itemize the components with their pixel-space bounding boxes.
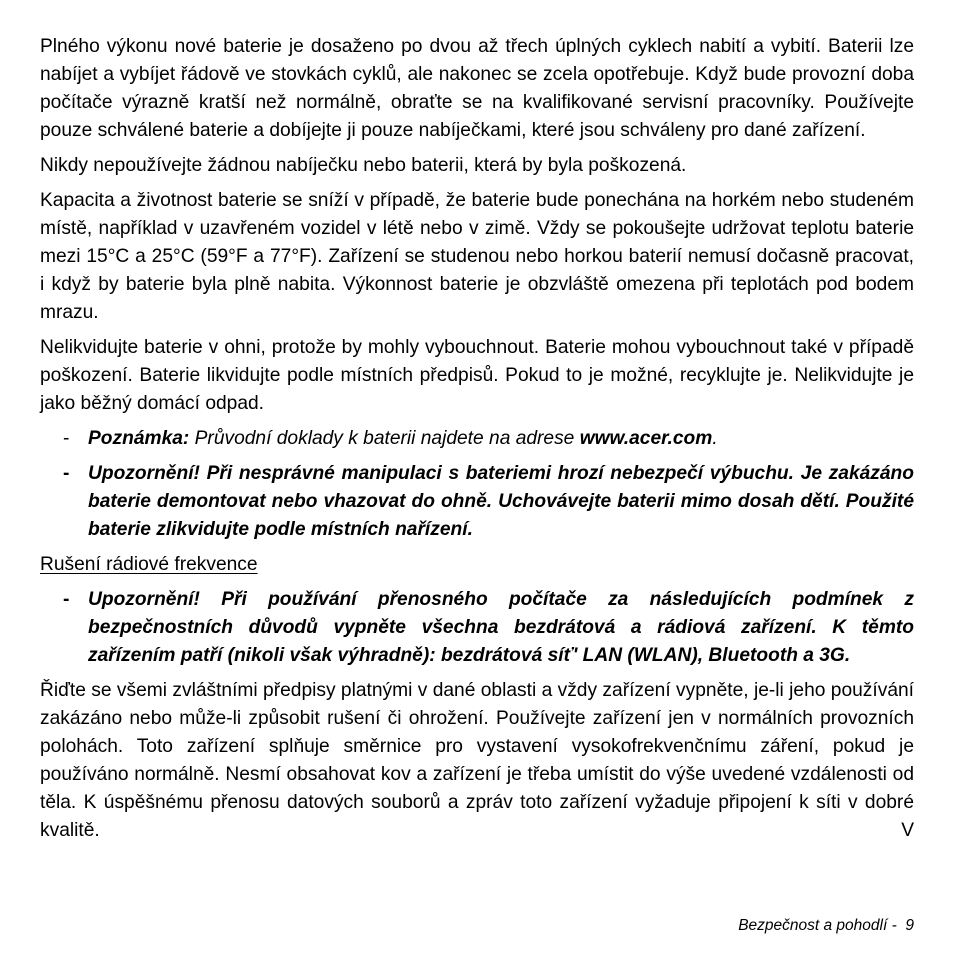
note-end: . <box>712 428 718 449</box>
warning-dash: - <box>63 589 70 610</box>
section-heading <box>40 551 914 579</box>
page-footer: Bezpečnost a pohodlí - 9 <box>738 917 914 934</box>
paragraph-damaged-charger: Nikdy nepoužívejte žádnou nabíječku nebo baterii, která by byla poškozená. <box>40 155 687 176</box>
warning-text: Upozornění! Při používání přenosného počítače za následujících podmínek z bezpečnostních důvodů vypněte všechna bezdrátová a rádiová zařízení. K těmto zařízením patří (nikoli však výhradně): bezdrátová síť' LAN (WLAN), Bluetooth a 3G. <box>88 589 914 666</box>
warning-dash: - <box>63 463 70 484</box>
note-text: Průvodní doklady k baterii najdete na adrese <box>189 428 580 449</box>
paragraph-battery-disposal: Nelikvidujte baterie v ohni, protože by mohly vybouchnout. Baterie mohou vybouchnout také v případě poškození. Baterie likvidujte podle místních předpisů. Pokud to je možné, recyklujte je. Nelikvidujte je jako běžný domácí odpad. <box>40 337 914 414</box>
warning-text: Upozornění! Při nesprávné manipulaci s bateriemi hrozí nebezpečí výbuchu. Je zakázáno baterie demontovat nebo vhazovat do ohně. Uchovávejte baterii mimo dosah dětí. Použité baterie zlikvidujte podle místních nařízení. <box>88 463 914 540</box>
paragraph-radio-regulations: Řiďte se všemi zvláštními předpisy platnými v dané oblasti a vždy zařízení vypněte, je-li jeho používání zakázáno nebo může-li způsobit rušení či ohrožení. Používejte zařízení jen v normálních provozních polohách. Toto zařízení splňuje směrnice pro vystavení vysokofrekvenčnímu záření, pokud je používáno normálně. Nesmí obsahovat kov a zařízení je třeba umístit do výše uvedené vzdálenosti od těla. K úspěšnému přenosu datových souborů a zpráv toto zařízení vyžaduje připojení k síti v dobré kvalitě. V <box>40 680 914 841</box>
note-documentation <box>40 425 914 453</box>
section-heading-text: Rušení rádiové frekvence <box>40 554 258 575</box>
document-page <box>40 33 914 852</box>
warning-radio-devices <box>40 586 914 670</box>
warning-battery-explosion <box>40 460 914 544</box>
note-url: www.acer.com <box>579 428 713 449</box>
paragraph-battery-temperature: Kapacita a životnost baterie se sníží v případě, že baterie bude ponechána na horkém nebo studeném místě, například v uzavřeném vozidel v létě nebo v zimě. Vždy se pokoušejte udržovat teplotu baterie mezi 15°C a 25°C (59°F a 77°F). Zařízení se studenou nebo horkou baterií nemusí dočasně pracovat, i když by baterie byla plně nabita. Výkonnost baterie je obzvláště omezena při teplotách pod bodem mrazu. <box>40 190 914 323</box>
paragraph-battery-performance: Plného výkonu nové baterie je dosaženo po dvou až třech úplných cyklech nabití a vybití. Baterii lze nabíjet a vybíjet řádově ve stovkách cyklů, ale nakonec se zcela opotřebuje. Když bude provozní doba počítače výrazně kratší než normálně, obraťte se na kvalifikované servisní pracovníky. Používejte pouze schválené baterie a dobíjejte ji pouze nabíječkami, které jsou schváleny pro dané zařízení. <box>40 36 914 141</box>
note-label: Poznámka: <box>88 428 190 449</box>
note-dash: - <box>63 428 70 449</box>
